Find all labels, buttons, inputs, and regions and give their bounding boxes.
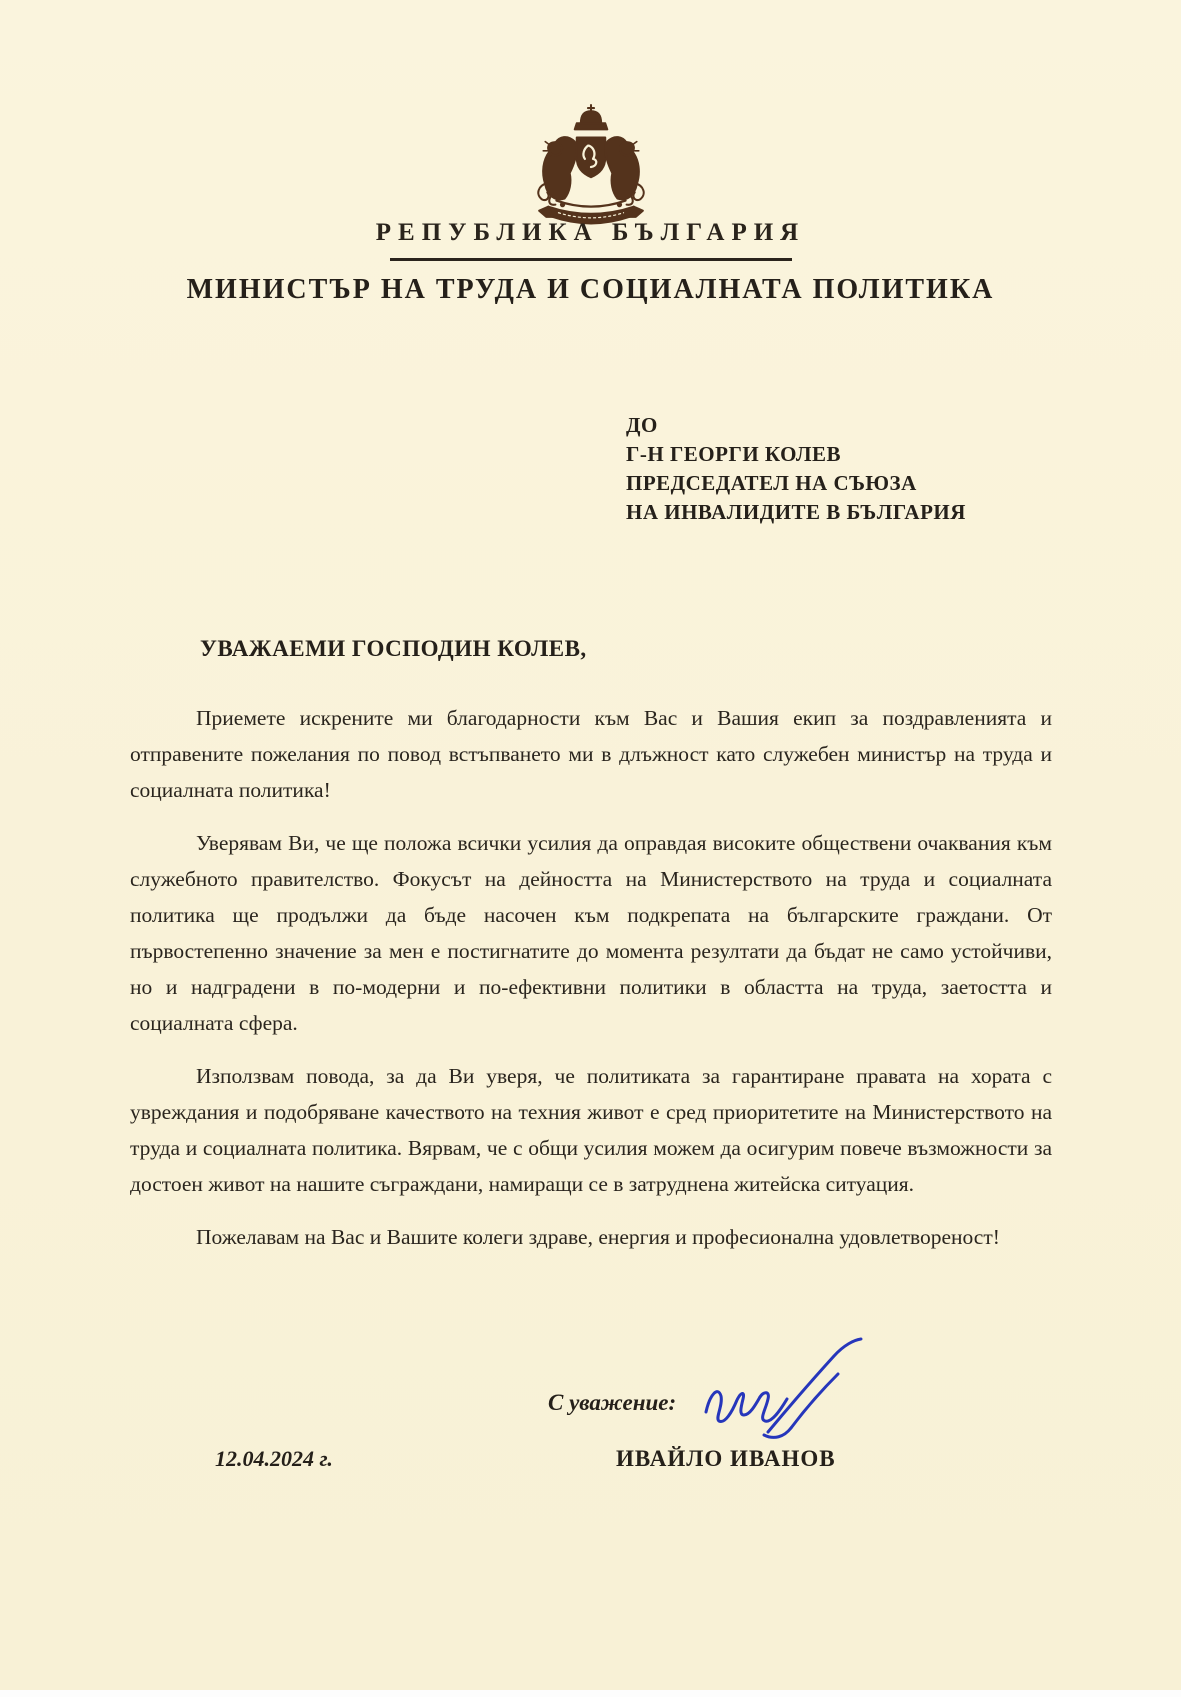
body-paragraph: Пожелавам на Вас и Вашите колеги здраве, енергия и професионална удовлетвореност! xyxy=(196,1225,1000,1249)
republic-heading: РЕПУБЛИКА БЪЛГАРИЯ xyxy=(375,219,806,246)
salutation: УВАЖАЕМИ ГОСПОДИН КОЛЕВ, xyxy=(200,636,587,661)
ministry-heading: МИНИСТЪР НА ТРУДА И СОЦИАЛНАТА ПОЛИТИКА xyxy=(186,274,995,305)
heading-rule xyxy=(390,258,792,261)
body-paragraph: Използвам повода, за да Ви уверя, че политиката за гарантиране правата на хората с увреждания и подобряване качеството на техния живот е сред приоритетите на Министерството на труда и социалната политика. Вярвам, че с общи усилия можем да осигурим повече възможности за достоен живот на нашите съграждани, намиращи се в затруднена житейска ситуация. xyxy=(130,1064,1052,1196)
bulgaria-coat-of-arms-icon xyxy=(509,104,673,228)
letter-body xyxy=(130,700,1052,1272)
recipient-line: ДО xyxy=(626,413,658,437)
recipient-line: Г-Н ГЕОРГИ КОЛЕВ xyxy=(626,442,842,466)
body-paragraph: Уверявам Ви, че ще положа всички усилия да оправдая високите обществени очаквания към служебното правителство. Фокусът на дейността на Министерството на труда и социалната политика ще продължи да бъде насочен към подкрепата на българските граждани. От първостепенно значение за мен е постигнатите до момента резултати да бъдат не само устойчиви, но и надградени в по-модерни и по-ефективни политики в областта на труда, заетостта и социалната сфера. xyxy=(130,831,1052,1035)
recipient-block xyxy=(626,411,966,527)
recipient-line: НА ИНВАЛИДИТЕ В БЪЛГАРИЯ xyxy=(626,500,966,524)
body-paragraph: Приемете искрените ми благодарности към Вас и Вашия екип за поздравленията и отправените пожелания по повод встъпването ми в длъжност като служебен министър на труда и социалната политика! xyxy=(130,706,1052,802)
signer-name: ИВАЙЛО ИВАНОВ xyxy=(616,1446,836,1471)
handwritten-signature-icon xyxy=(698,1336,866,1448)
date-line: 12.04.2024 г. xyxy=(215,1446,333,1471)
closing-label: С уважение: xyxy=(548,1390,677,1415)
recipient-line: ПРЕДСЕДАТЕЛ НА СЪЮЗА xyxy=(626,471,917,495)
scan-bottom-edge xyxy=(0,1690,1181,1697)
